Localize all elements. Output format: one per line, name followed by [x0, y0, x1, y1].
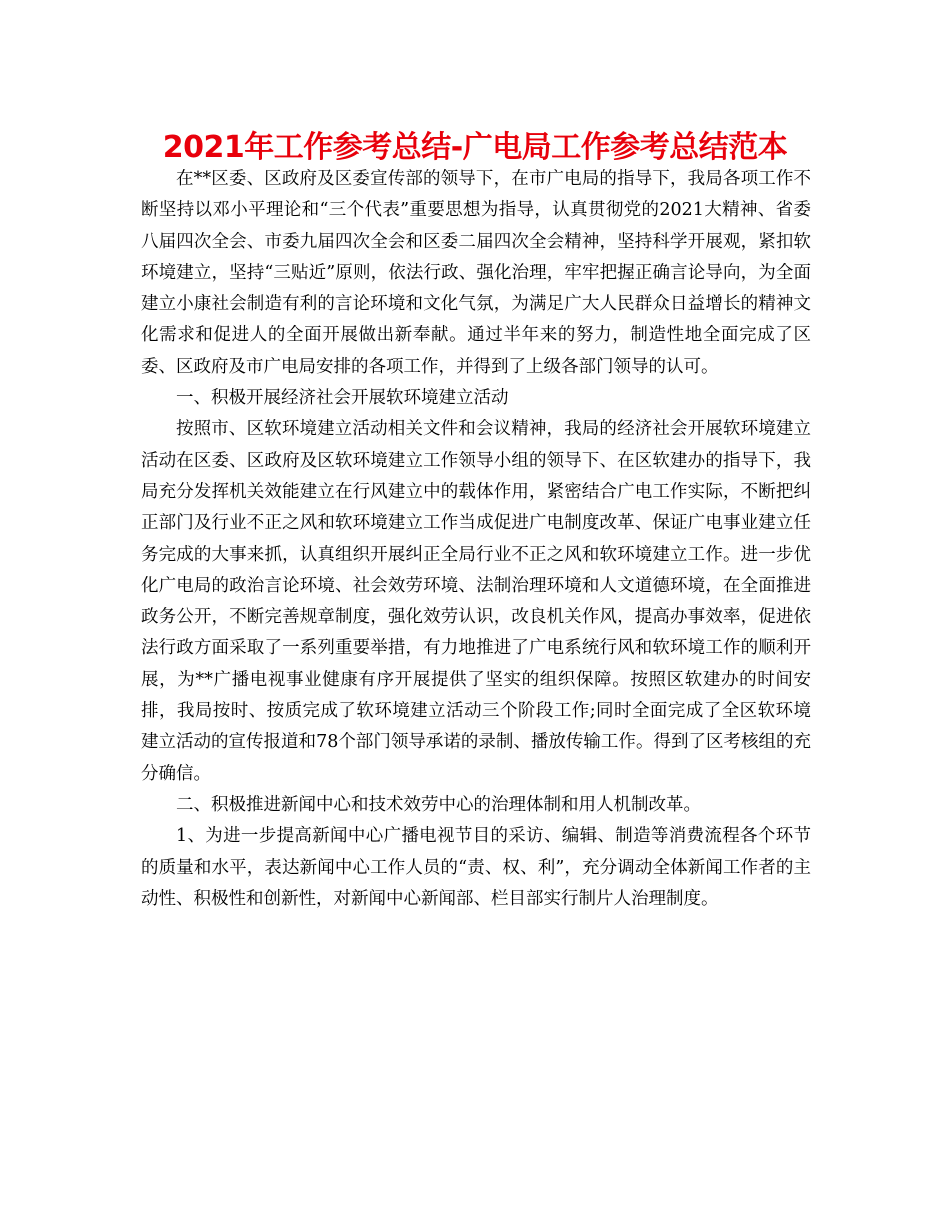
section-heading-1: 一、积极开展经济社会开展软环境建立活动: [176, 388, 509, 409]
document-title: 2021年工作参考总结-广电局工作参考总结范本: [162, 130, 788, 165]
document-body: [141, 164, 811, 915]
paragraph-intro: 在**区委、区政府及区委宣传部的领导下，在市广电局的指导下，我局各项工作不断坚持以邓小平理论和“三个代表”重要思想为指导，认真贯彻党的2021大精神、省委八届四次全会、市委九届四次全会和区委二届四次全会精神，坚持科学开展观，紧扣软环境建立，坚持“三贴近”原则，依法行政、强化治理，牢牢把握正确言论导向，为全面建立小康社会制造有利的言论环境和文化气氛，为满足广大人民群众日益增长的精神文化需求和促进人的全面开展做出新奉献。通过半年来的努力，制造性地全面完成了区委、区政府及市广电局安排的各项工作，并得到了上级各部门领导的认可。: [141, 169, 811, 377]
section-heading-2: 二、积极推进新闻中心和技术效劳中心的治理体制和用人机制改革。: [176, 794, 701, 815]
paragraph-section-1: 按照市、区软环境建立活动相关文件和会议精神，我局的经济社会开展软环境建立活动在区委、区政府及区软环境建立工作领导小组的领导下、在区软建办的指导下，我局充分发挥机关效能建立在行风建立中的载体作用，紧密结合广电工作实际，不断把纠正部门及行业不正之风和软环境建立工作当成促进广电制度改革、保证广电事业建立任务完成的大事来抓，认真组织开展纠正全局行业不正之风和软环境建立工作。进一步优化广电局的政治言论环境、社会效劳环境、法制治理环境和人文道德环境，在全面推进政务公开，不断完善规章制度，强化效劳认识，改良机关作风，提高办事效率，促进依法行政方面采取了一系列重要举措，有力地推进了广电系统行风和软环境工作的顺利开展，为**广播电视事业健康有序开展提供了坚实的组织保障。按照区软建办的时间安排，我局按时、按质完成了软环境建立活动三个阶段工作;同时全面完成了全区软环境建立活动的宣传报道和78个部门领导承诺的录制、播放传输工作。得到了区考核组的充分确信。: [141, 419, 811, 784]
paragraph-section-2-item-1: 1、为进一步提高新闻中心广播电视节目的采访、编辑、制造等消费流程各个环节的质量和水平，表达新闻中心工作人员的“责、权、利”，充分调动全体新闻工作者的主动性、积极性和创新性，对新闻中心新闻部、栏目部实行制片人治理制度。: [141, 826, 811, 909]
